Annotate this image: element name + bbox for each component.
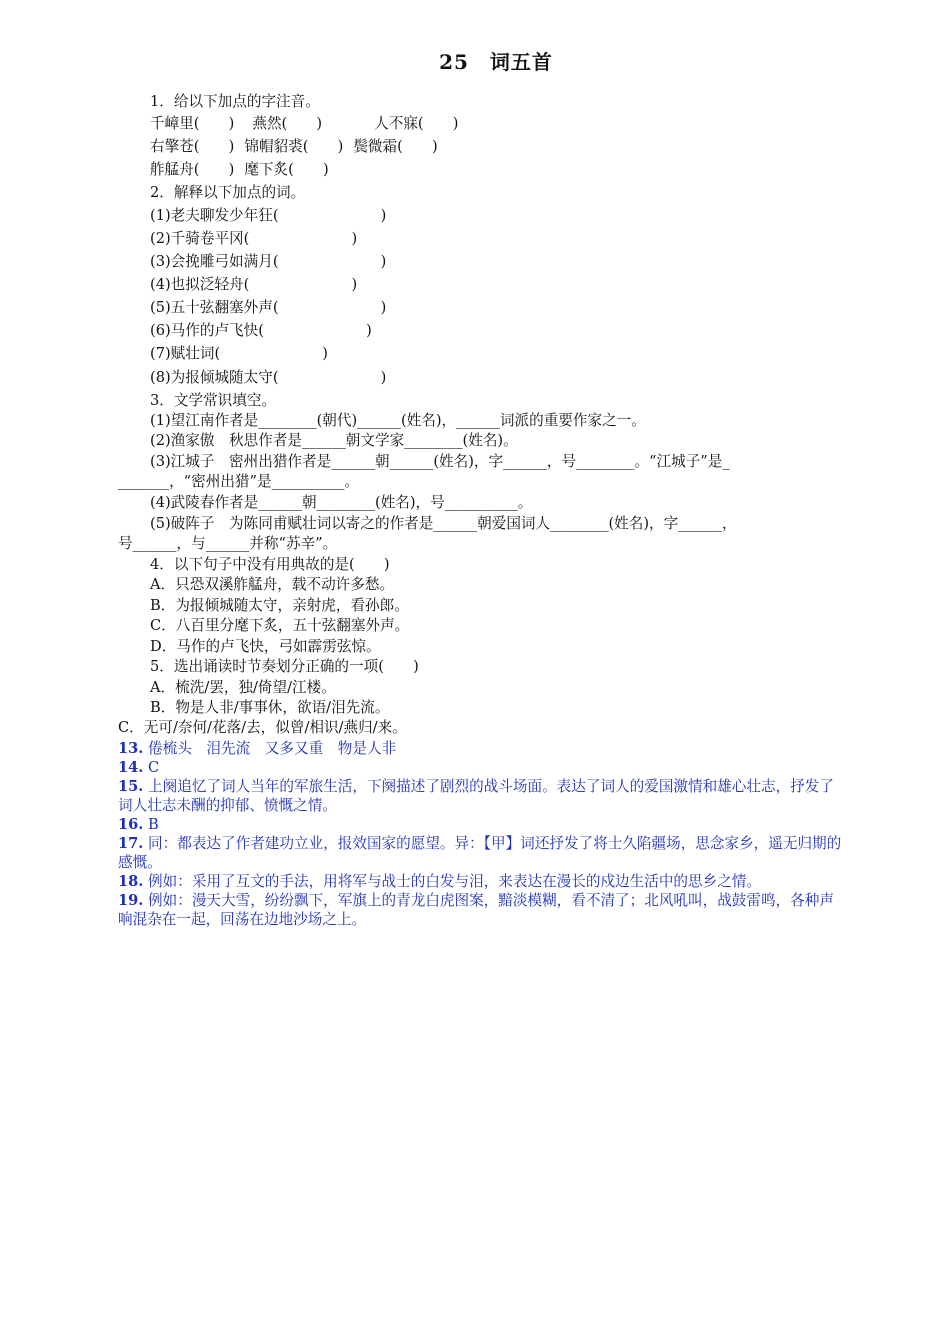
q1-item: 鬓微霜( ) <box>353 138 438 155</box>
q1-item: 燕然( ) <box>252 115 323 132</box>
q1-item: 千嶂里( ) <box>150 115 235 132</box>
q3-line-2: (2)渔家傲 秋思作者是______朝文学家________(姓名)。 <box>150 432 518 449</box>
q4-option: C．八百里分麾下炙，五十弦翻塞外声。 <box>150 617 410 634</box>
answer-19: 19. 例如：漫天大雪，纷纷飘下，军旗上的青龙白虎图案，黯淡模糊，看不清了；北风吼叫，战鼓雷鸣，各种声响混杂在一起，回荡在边地沙场之上。 <box>118 892 834 928</box>
q2-item: (7)赋壮词( ) <box>150 345 328 362</box>
q2-item: (2)千骑卷平冈( ) <box>150 230 358 247</box>
q1-row-2 <box>150 137 438 157</box>
q3-line-5a: (5)破阵子 为陈同甫赋壮词以寄之的作者是______朝爱国词人________(姓名)，字______， <box>150 515 737 532</box>
page-title: 25 词五首 <box>439 50 553 74</box>
q3-label: 3．文学常识填空。 <box>150 392 277 409</box>
q1-item: 右擎苍( ) <box>150 138 235 155</box>
q4-option: D．马作的卢飞快，弓如霹雳弦惊。 <box>150 638 381 655</box>
q2-item: (5)五十弦翻塞外声( ) <box>150 299 387 316</box>
q1-item: 麾下炙( ) <box>244 161 329 178</box>
answer-14: 14. C <box>118 759 160 776</box>
answer-13: 13. 倦梳头 泪先流 又多又重 物是人非 <box>118 740 397 757</box>
q2-item: (4)也拟泛轻舟( ) <box>150 276 358 293</box>
q3-line-5b: 号______，与______并称“苏辛”。 <box>118 535 338 552</box>
q2-item: (3)会挽雕弓如满月( ) <box>150 253 387 270</box>
answer-16: 16. B <box>118 816 159 833</box>
q5-option: B．物是人非/事事休，欲语/泪先流。 <box>150 699 390 716</box>
q5-option: C．无可/奈何/花落/去，似曾/相识/燕归/来。 <box>118 719 407 736</box>
q1-row-3 <box>150 160 329 180</box>
q1-item: 锦帽貂裘( ) <box>244 138 344 155</box>
answer-18: 18. 例如：采用了互文的手法，用将军与战士的白发与泪，来表达在漫长的戍边生活中的思乡之情。 <box>118 873 761 890</box>
q1-item: 人不寐( ) <box>374 115 459 132</box>
q3-line-1: (1)望江南作者是________(朝代)______(姓名)，______词派的重要作家之一。 <box>150 412 646 429</box>
answer-15: 15. 上阕追忆了词人当年的军旅生活，下阕描述了剧烈的战斗场面。表达了词人的爱国激情和雄心壮志，抒发了词人壮志未酬的抑郁、愤慨之情。 <box>118 778 834 814</box>
q5-option: A．梳洗/罢，独/倚望/江楼。 <box>150 679 336 696</box>
q2-label: 2．解释以下加点的词。 <box>150 184 306 201</box>
q2-item: (8)为报倾城随太守( ) <box>150 369 387 386</box>
q4-option: A．只恐双溪舴艋舟，载不动许多愁。 <box>150 576 395 593</box>
answer-17: 17. 同：都表达了作者建功立业，报效国家的愿望。异：【甲】词还抒发了将士久陷疆场，思念家乡，遥无归期的感慨。 <box>118 835 842 871</box>
q1-row-1 <box>150 114 458 134</box>
q3-line-4: (4)武陵春作者是______朝________(姓名)，号__________。 <box>150 494 533 511</box>
q4-option: B．为报倾城随太守，亲射虎，看孙郎。 <box>150 597 409 614</box>
q3-line-3b: _______，“密州出猎”是__________。 <box>118 473 360 490</box>
q3-line-3a: (3)江城子 密州出猎作者是______朝______(姓名)，字______，号________。“江城子”是_ <box>150 453 730 470</box>
q5-label: 5．选出诵读时节奏划分正确的一项( ) <box>150 658 419 675</box>
q1-item: 舴艋舟( ) <box>150 161 235 178</box>
q2-item: (1)老夫聊发少年狂( ) <box>150 207 387 224</box>
q1-label: 1．给以下加点的字注音。 <box>150 93 320 110</box>
q4-label: 4．以下句子中没有用典故的是( ) <box>150 556 390 573</box>
q2-item: (6)马作的卢飞快( ) <box>150 322 372 339</box>
